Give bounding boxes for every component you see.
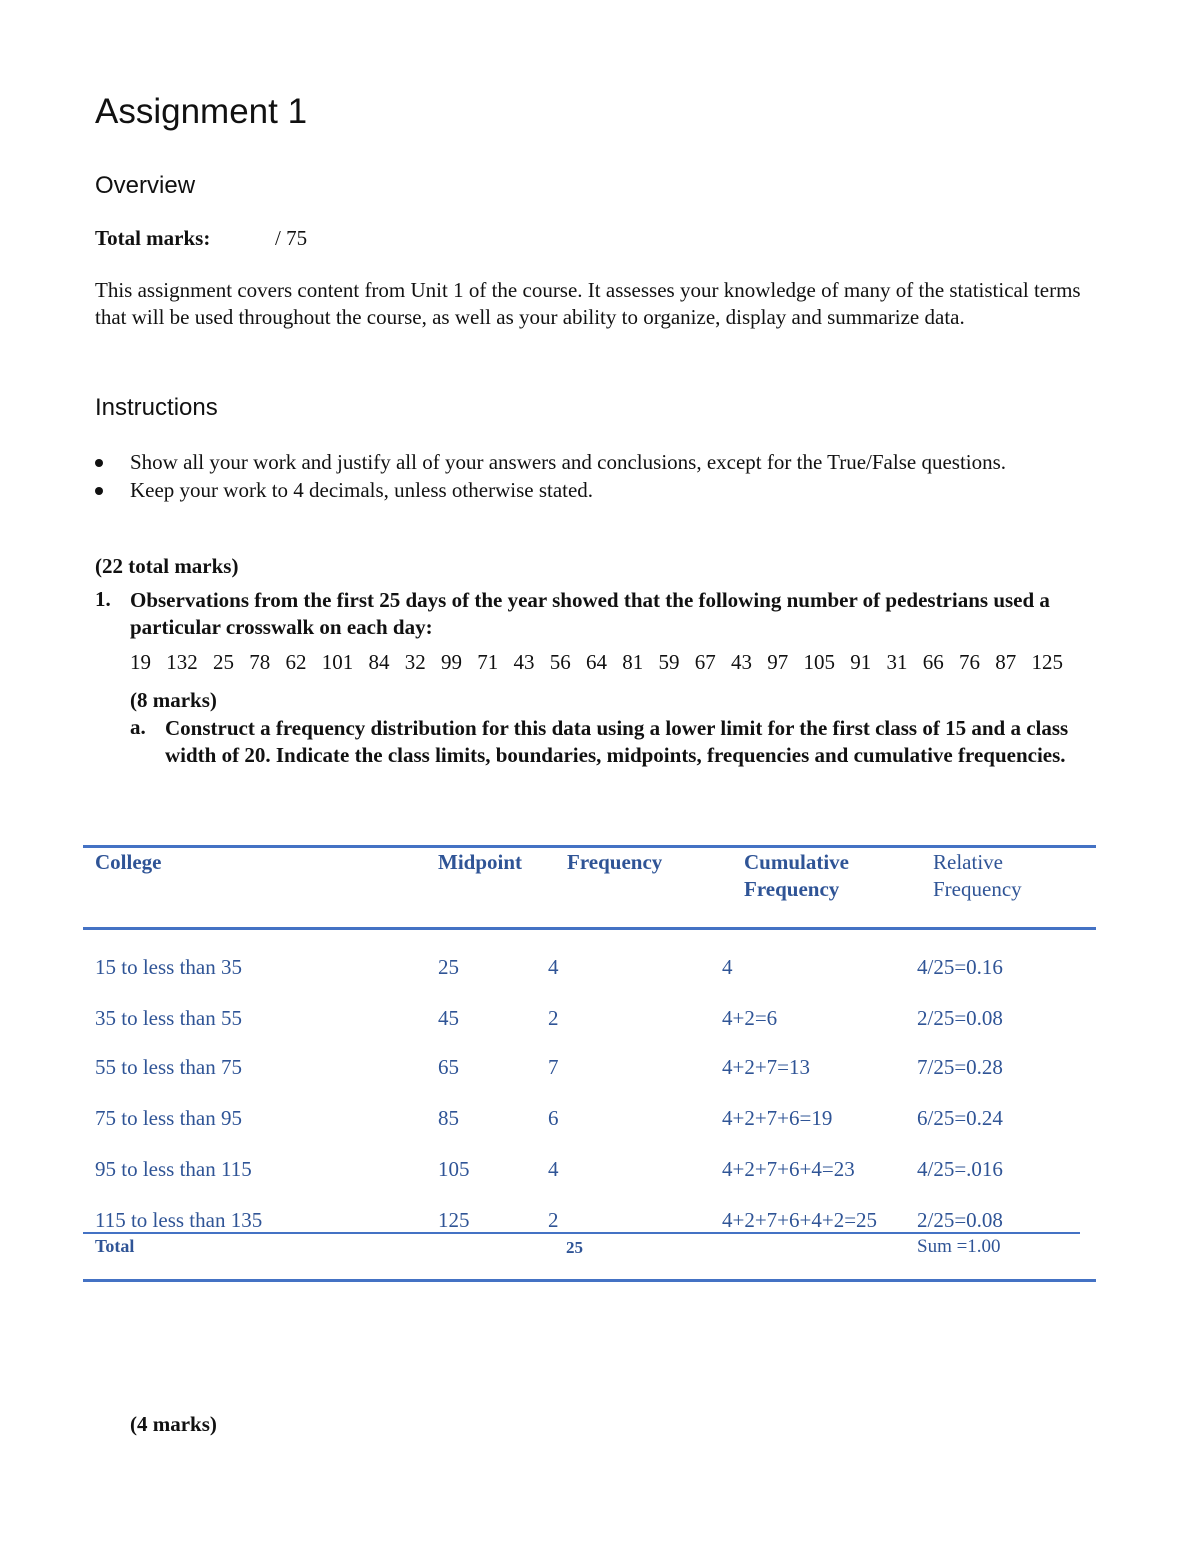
- total-marks: [95, 226, 307, 251]
- cell-midpoint: 85: [438, 1106, 459, 1130]
- cell-college: 115 to less than 135: [95, 1208, 263, 1232]
- header-midpoint: Midpoint: [438, 850, 523, 874]
- cell-college: 35 to less than 55: [95, 1006, 242, 1030]
- cell-frequency: 7: [548, 1055, 559, 1079]
- cell-frequency: 4: [548, 1157, 559, 1181]
- subquestion-label: a.: [130, 715, 146, 739]
- cell-midpoint: 125: [438, 1208, 470, 1232]
- cell-midpoint: 105: [438, 1157, 470, 1181]
- next-marks: (4 marks): [130, 1412, 217, 1436]
- table-bottom-rule: [83, 1279, 1096, 1282]
- cell-cumulative: 4+2+7+6+4+2=25: [722, 1208, 878, 1232]
- cell-college: 55 to less than 75: [95, 1055, 242, 1079]
- cell-relative: 4/25=.016: [917, 1157, 1003, 1181]
- cell-college: 95 to less than 115: [95, 1157, 252, 1181]
- cell-cumulative: 4+2+7+6+4=23: [722, 1157, 855, 1181]
- cell-frequency: 2: [548, 1006, 559, 1030]
- instruction-item: Keep your work to 4 decimals, unless otherwise stated.: [95, 476, 1055, 504]
- cell-relative: 6/25=0.24: [917, 1106, 1003, 1130]
- bullet-icon: [95, 487, 103, 495]
- cell-cumulative: 4+2+7=13: [722, 1055, 811, 1079]
- section-marks: (22 total marks): [95, 554, 239, 578]
- instructions-list: [95, 448, 1055, 504]
- header-cumulative: Cumulative Frequency: [744, 850, 849, 901]
- total-relative: Sum =1.00: [917, 1236, 1001, 1257]
- cell-cumulative: 4: [722, 955, 733, 979]
- instructions-heading: Instructions: [95, 394, 218, 421]
- bullet-icon: [95, 459, 103, 467]
- cell-college: 15 to less than 35: [95, 955, 242, 979]
- cell-frequency: 6: [548, 1106, 559, 1130]
- overview-paragraph: This assignment covers content from Unit 1 of the course. It assesses your knowledge of many of the statistical terms that will be used throughout the course, as well as your ability to organize, display and summarize data.: [95, 278, 1081, 329]
- total-marks-value: / 75: [275, 226, 308, 250]
- cell-relative: 4/25=0.16: [917, 955, 1003, 979]
- cell-midpoint: 65: [438, 1055, 459, 1079]
- instruction-item: Show all your work and justify all of your answers and conclusions, except for the True/False questions.: [95, 448, 1055, 476]
- cell-college: 75 to less than 95: [95, 1106, 242, 1130]
- cell-relative: 2/25=0.08: [917, 1006, 1003, 1030]
- total-frequency: 25: [566, 1238, 583, 1257]
- page-title: Assignment 1: [95, 92, 308, 131]
- header-college: College: [95, 850, 162, 874]
- subquestion-marks: (8 marks): [130, 688, 217, 712]
- table-total-rule: [83, 1232, 1080, 1234]
- question-text: Observations from the first 25 days of the year showed that the following number of pedestrians used a particular crosswalk on each day:: [130, 588, 1050, 639]
- total-marks-label: Total marks:: [95, 226, 211, 250]
- cell-frequency: 2: [548, 1208, 559, 1232]
- cell-midpoint: 25: [438, 955, 459, 979]
- table-header-rule: [83, 927, 1096, 930]
- cell-cumulative: 4+2+7+6=19: [722, 1106, 833, 1130]
- cell-frequency: 4: [548, 955, 559, 979]
- cell-relative: 7/25=0.28: [917, 1055, 1003, 1079]
- observation-data: 19 132 25 78 62 101 84 32 99 71 43 56 64 81 59 67 43 97 105 91 31 66 76 87 125: [130, 650, 1063, 674]
- overview-heading: Overview: [95, 172, 196, 199]
- cell-midpoint: 45: [438, 1006, 459, 1030]
- cell-cumulative: 4+2=6: [722, 1006, 778, 1030]
- question-number: 1.: [95, 587, 111, 611]
- header-relative: Relative Frequency: [933, 850, 1022, 901]
- cell-relative: 2/25=0.08: [917, 1208, 1003, 1232]
- table-top-rule: [83, 845, 1096, 848]
- subquestion-text: Construct a frequency distribution for this data using a lower limit for the first class of 15 and a class width of 20. Indicate the class limits, boundaries, midpoints, frequencies and cumulative frequencies.: [165, 716, 1069, 767]
- header-frequency: Frequency: [567, 850, 663, 874]
- total-label: Total: [95, 1236, 135, 1256]
